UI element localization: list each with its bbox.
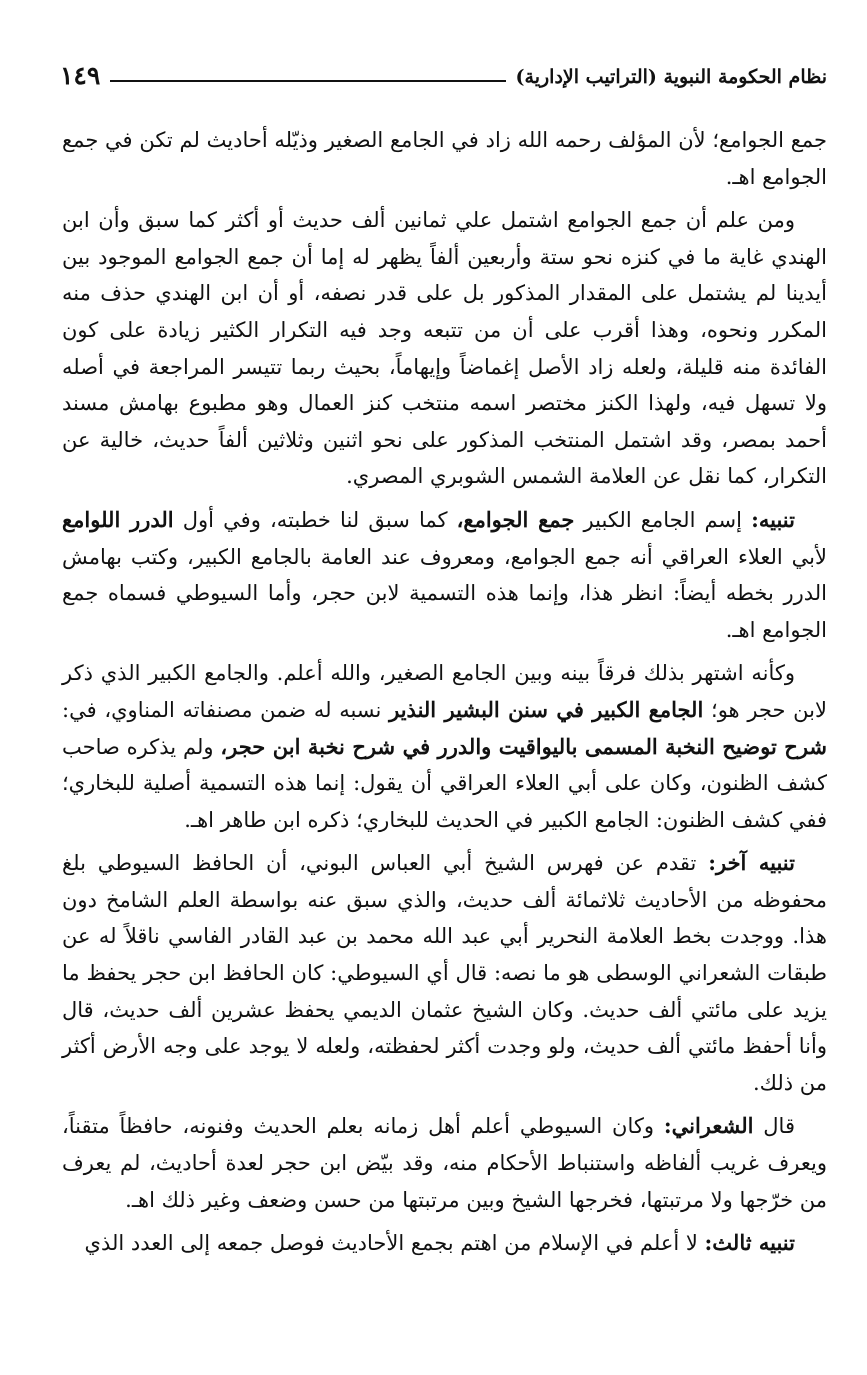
paragraph-text: نسبه له ضمن مصنفاته المناوي، في: — [62, 697, 390, 722]
header-rule — [110, 80, 505, 82]
paragraph-text: ولم يذكره صاحب كشف الظنون، وكان على أبي العلاء العراقي أن يقول: إنما هذه التسمية أصلية للبخاري؛ ففي كشف الظنون: الجامع الكبير في الحديث للبخاري؛ ذكره ابن طاهر اهـ. — [62, 734, 827, 832]
note-heading: تنبيه ثالث: — [704, 1230, 795, 1256]
paragraph-text: لأبي العلاء العراقي أنه جمع الجوامع، ومعروف عند العامة بالجامع الكبير، وكتب بهامش الدرر بخطه أيضاً: انظر هذا، وإنما هذه التسمية لابن حجر، وأما السيوطي فسماه جمع الجوامع اهـ. — [62, 544, 827, 642]
paragraph-5 — [62, 845, 827, 1101]
paragraph-text: قال — [753, 1114, 795, 1139]
page-body — [62, 122, 827, 1269]
paragraph-7 — [62, 1225, 827, 1262]
paragraph-text: إسم الجامع الكبير — [574, 507, 752, 532]
running-title: نظام الحكومة النبوية (التراتيب الإدارية) — [515, 66, 827, 88]
author-name: الشعراني: — [663, 1113, 754, 1139]
paragraph-3 — [62, 502, 827, 648]
paragraph-6 — [62, 1108, 827, 1218]
paragraph-text: لا أعلم في الإسلام من اهتم بجمع الأحاديث فوصل جمعه إلى العدد الذي — [84, 1231, 705, 1256]
paragraph-text: جمع الجوامع؛ لأن المؤلف رحمه الله زاد في الجامع الصغير وذيّله أحاديث لم تكن في جمع الجوامع اهـ. — [62, 128, 827, 189]
book-title: الدرر اللوامع — [62, 506, 174, 532]
paragraph-text: وكأنه اشتهر بذلك فرقاً بينه وبين الجامع الصغير، والله أعلم. والجامع الكبير الذي ذكر لابن حجر هو؛ — [62, 661, 827, 722]
page-number: ١٤٩ — [60, 61, 101, 90]
book-title: شرح توضيح النخبة المسمى باليواقيت والدرر في شرح نخبة ابن حجر، — [220, 733, 828, 759]
page-header — [60, 58, 827, 92]
paragraph-text: كما سبق لنا خطبته، وفي أول — [173, 507, 457, 532]
book-title: الجامع الكبير في سنن البشير النذير — [389, 696, 704, 722]
book-title: جمع الجوامع، — [456, 506, 575, 532]
paragraph-1 — [62, 122, 827, 195]
paragraph-4 — [62, 655, 827, 838]
paragraph-text: تقدم عن فهرس الشيخ أبي العباس البوني، أن الحافظ السيوطي بلغ محفوظه من الأحاديث ثلاثمائة ألف حديث، والذي سبق عنه بواسطة العلم الشامخ دون هذا. ووجدت بخط العلامة النحرير أبي عبد الله محمد بن عبد القادر الفاسي ناقلاً له عن طبقات الشعراني الوسطى هو ما نصه: قال أي السيوطي: كان الحافظ ابن حجر يحفظ ما يزيد على مائتي ألف حديث. وكان الشيخ عثمان الديمي يحفظ عشرين ألف حديث، قال وأنا أحفظ مائتي ألف حديث، ولو وجدت أكثر لحفظته، ولعله لا يوجد على وجه الأرض أكثر من ذلك. — [62, 851, 827, 1095]
note-heading: تنبيه: — [751, 506, 795, 532]
paragraph-2 — [62, 202, 827, 495]
note-heading: تنبيه آخر: — [708, 850, 795, 876]
paragraph-text: وكان السيوطي أعلم أهل زمانه بعلم الحديث وفنونه، حافظاً متقناً، ويعرف غريب ألفاظه واستنباط الأحكام منه، وقد بيّض ابن حجر لعدة أحاديث، لم يعرف من خرّجها ولا مرتبتها، فخرجها الشيخ وبين مرتبتها من حسن وضعف وغير ذلك اهـ. — [62, 1114, 827, 1212]
paragraph-text: ومن علم أن جمع الجوامع اشتمل علي ثمانين ألف حديث أو أكثر كما سبق وأن ابن الهندي غاية ما في كنزه نحو ستة وأربعين ألفاً يظهر له إما أن جمع الجوامع الموجود بين أيدينا لم يشتمل على المقدار المذكور بل على قدر نصفه، أو أن ابن الهندي حذف منه المكرر ونحوه، وهذا أقرب على أن من تتبعه وجد فيه التكرار الكثير زيادة على كون الفائدة منه قليلة، ولعله زاد الأصل إغماضاً وإيهاماً، بحيث ربما تتيسر المراجعة في أصله ولا تسهل فيه، ولهذا الكنز مختصر اسمه منتخب كنز العمال وهو مطبوع بهامش مسند أحمد بمصر، وقد اشتمل المنتخب المذكور على نحو اثنين وثلاثين ألفاً حديث، خالية عن التكرار، كما نقل عن العلامة الشمس الشوبري المصري. — [62, 208, 827, 489]
